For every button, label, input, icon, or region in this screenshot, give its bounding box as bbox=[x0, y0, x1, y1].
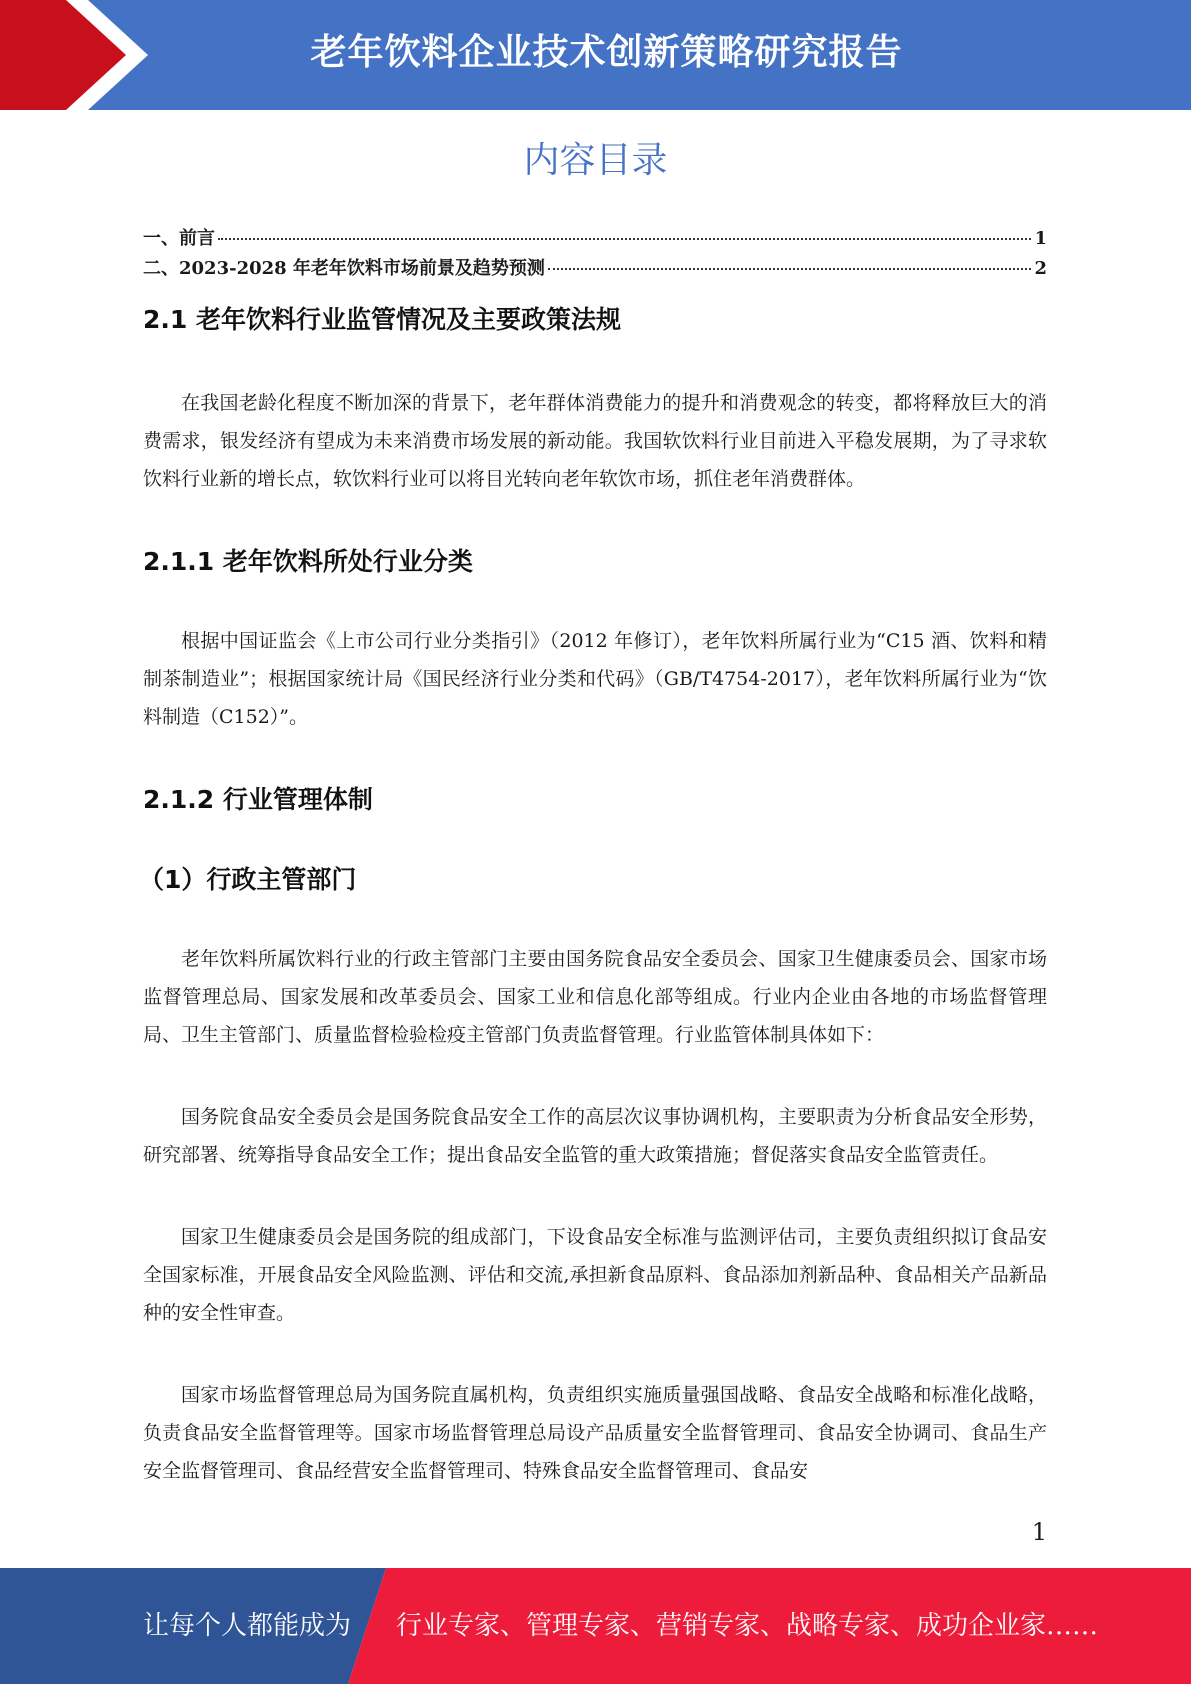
document-body bbox=[139, 300, 1047, 1534]
paragraph-industry-classification: 根据中国证监会《上市公司行业分类指引》（2012 年修订），老年饮料所属行业为“C15 酒、饮料和精制茶制造业”；根据国家统计局《国民经济行业分类和代码》（GB/T4754-2017），老年饮料所属行业为“饮料制造（C152）”。 bbox=[143, 630, 1047, 728]
table-of-contents bbox=[143, 224, 1047, 284]
footer-slogan-right: 行业专家、管理专家、营销专家、战略专家、成功企业家…… bbox=[396, 1611, 1099, 1641]
section-heading-2-1-2: 2.1.2 行业管理体制 bbox=[143, 785, 373, 814]
paragraph-admin-departments: 老年饮料所属饮料行业的行政主管部门主要由国务院食品安全委员会、国家卫生健康委员会、国家市场监督管理总局、国家发展和改革委员会、国家工业和信息化部等组成。行业内企业由各地的市场监督管理局、卫生主管部门、质量监督检验检疫主管部门负责监督管理。行业监管体制具体如下： bbox=[143, 948, 1047, 1046]
toc-leader-dots bbox=[548, 268, 1032, 270]
page-number: 1 bbox=[1031, 1518, 1047, 1546]
toc-leader-dots bbox=[218, 238, 1031, 240]
toc-entry-preface[interactable] bbox=[143, 224, 1047, 254]
toc-entry-market-forecast[interactable] bbox=[143, 254, 1047, 284]
report-title: 老年饮料企业技术创新策略研究报告 bbox=[310, 32, 903, 73]
header-bar bbox=[0, 0, 1191, 110]
paragraph-aging-background: 在我国老龄化程度不断加深的背景下，老年群体消费能力的提升和消费观念的转变，都将释放巨大的消费需求，银发经济有望成为未来消费市场发展的新动能。我国软饮料行业目前进入平稳发展期，为了寻求软饮料行业新的增长点，软饮料行业可以将目光转向老年软饮市场，抓住老年消费群体。 bbox=[143, 392, 1047, 490]
footer-slogan-left: 让每个人都能成为 bbox=[143, 1611, 352, 1641]
toc-entry-label: 一、前言 bbox=[143, 228, 215, 249]
paragraph-health-commission: 国家卫生健康委员会是国务院的组成部门，下设食品安全标准与监测评估司，主要负责组织拟订食品安全国家标准，开展食品安全风险监测、评估和交流,承担新食品原料、食品添加剂新品种、食品相关产品新品种的安全性审查。 bbox=[143, 1226, 1047, 1324]
header-arrow-shape bbox=[0, 0, 160, 110]
paragraph-food-safety-council: 国务院食品安全委员会是国务院食品安全工作的高层次议事协调机构，主要职责为分析食品安全形势，研究部署、统筹指导食品安全工作；提出食品安全监管的重大政策措施；督促落实食品安全监管责任。 bbox=[143, 1106, 1047, 1166]
toc-entry-page: 2 bbox=[1034, 258, 1047, 279]
subsection-heading-admin-departments: （1）行政主管部门 bbox=[139, 865, 357, 894]
toc-title: 内容目录 bbox=[523, 140, 668, 181]
section-heading-2-1: 2.1 老年饮料行业监管情况及主要政策法规 bbox=[143, 305, 621, 334]
paragraph-market-regulation: 国家市场监督管理总局为国务院直属机构，负责组织实施质量强国战略、食品安全战略和标准化战略，负责食品安全监督管理等。国家市场监督管理总局设产品质量安全监督管理司、食品安全协调司、食品生产安全监督管理司、食品经营安全监督管理司、特殊食品安全监督管理司、食品安 bbox=[143, 1384, 1047, 1482]
footer-banner bbox=[0, 1568, 1191, 1684]
toc-entry-page: 1 bbox=[1034, 228, 1047, 249]
toc-entry-label: 二、2023-2028 年老年饮料市场前景及趋势预测 bbox=[143, 258, 545, 279]
section-heading-2-1-1: 2.1.1 老年饮料所处行业分类 bbox=[143, 547, 473, 576]
